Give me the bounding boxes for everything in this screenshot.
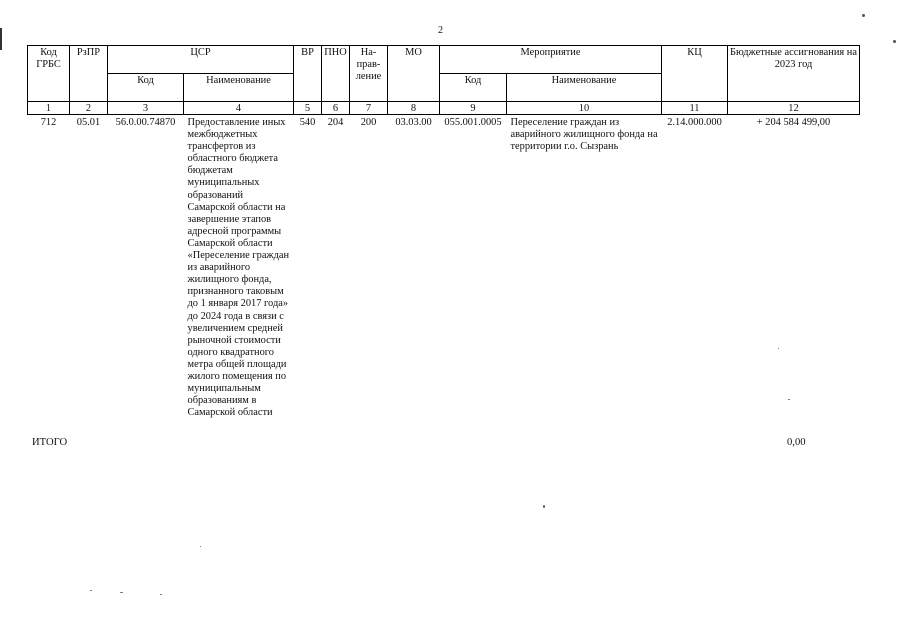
scan-speck <box>543 505 545 508</box>
cell-kc: 2.14.000.000 <box>662 115 728 420</box>
cell-csr-name: Предоставление иных межбюджетных трансфертов из областного бюджета бюджетам муниципальных образований Самарской области на завершение этапов адресной программы Самарской области «Переселение граждан из аварийного жилищного фонда, признанного таковым до 1 января 2017 года» до 2024 года в связи с увеличением средней рыночной стоимости одного квадратного метра общей площади жилого помещения по муниципальным образованиям в Самарской области <box>184 115 294 420</box>
table-row <box>28 115 860 420</box>
cell-kod-grbs: 712 <box>28 115 70 420</box>
column-number: 10 <box>507 102 662 115</box>
header-mer-kod: Код <box>440 74 507 102</box>
column-number: 3 <box>108 102 184 115</box>
cell-mo: 03.03.00 <box>388 115 440 420</box>
column-number: 6 <box>322 102 350 115</box>
header-napravlenie: На- прав- ление <box>350 46 388 102</box>
header-meropriyatie: Мероприятие <box>440 46 662 74</box>
column-number: 1 <box>28 102 70 115</box>
column-number: 2 <box>70 102 108 115</box>
cell-vr: 540 <box>294 115 322 420</box>
header-csr-kod: Код <box>108 74 184 102</box>
cell-pno: 204 <box>322 115 350 420</box>
header-vr: ВР <box>294 46 322 102</box>
column-number: 5 <box>294 102 322 115</box>
column-number: 4 <box>184 102 294 115</box>
cell-csr-kod: 56.0.00.74870 <box>108 115 184 420</box>
header-kc: КЦ <box>662 46 728 102</box>
totals-value: 0,00 <box>787 437 806 448</box>
budget-allocation-table <box>27 45 860 419</box>
cell-rzpr: 05.01 <box>70 115 108 420</box>
totals-label: ИТОГО <box>32 437 68 448</box>
scan-speck <box>788 399 790 400</box>
scan-speck <box>90 590 92 591</box>
scan-speck <box>893 40 896 43</box>
header-csr: ЦСР <box>108 46 294 74</box>
header-budget: Бюджетные ассигнования на 2023 год <box>728 46 860 102</box>
column-number: 12 <box>728 102 860 115</box>
scan-speck <box>160 594 162 595</box>
scan-speck <box>862 14 865 17</box>
header-pno: ПНО <box>322 46 350 102</box>
cell-mer-name: Переселение граждан из аварийного жилищного фонда на территории г.о. Сызрань <box>507 115 662 420</box>
column-number: 7 <box>350 102 388 115</box>
header-mo: МО <box>388 46 440 102</box>
cell-napravlenie: 200 <box>350 115 388 420</box>
scan-speck <box>778 348 779 349</box>
cell-budget: + 204 584 499,00 <box>728 115 860 420</box>
column-number: 9 <box>440 102 507 115</box>
scan-edge-mark <box>0 28 2 50</box>
column-number: 11 <box>662 102 728 115</box>
header-rzpr: РзПР <box>70 46 108 102</box>
page-number: 2 <box>438 25 443 36</box>
header-kod-grbs: Код ГРБС <box>28 46 70 102</box>
cell-mer-kod: 055.001.0005 <box>440 115 507 420</box>
header-csr-name: Наименование <box>184 74 294 102</box>
column-number: 8 <box>388 102 440 115</box>
header-mer-name: Наименование <box>507 74 662 102</box>
scan-speck <box>200 546 201 547</box>
scan-speck <box>120 592 123 593</box>
column-number-row <box>28 102 860 115</box>
